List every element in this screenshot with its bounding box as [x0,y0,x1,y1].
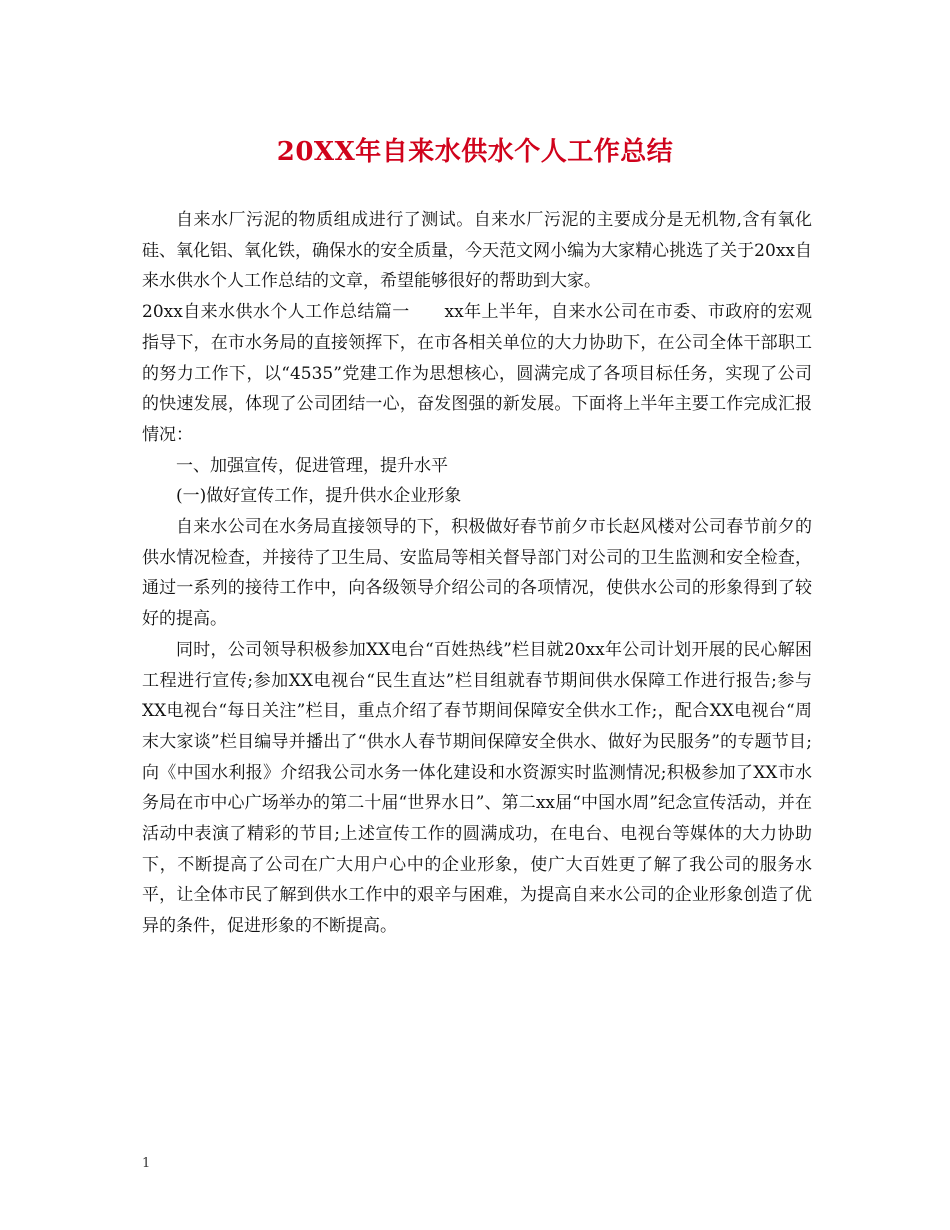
page-number: 1 [142,1156,151,1171]
document-title: 20XX年自来水供水个人工作总结 [276,137,674,167]
document-body [142,205,812,942]
paragraph-section-one: 20xx自来水供水个人工作总结篇一 xx年上半年，自来水公司在市委、市政府的宏观指导下，在市水务局的直接领挥下，在市各相关单位的大力协助下，在公司全体干部职工的努力工作下，以“4535”党建工作为思想核心，圆满完成了各项目标任务，实现了公司的快速发展，体现了公司团结一心，奋发图强的新发展。下面将上半年主要工作完成汇报情况： [142,302,812,445]
paragraph-media-publicity: 同时，公司领导积极参加XX电台“百姓热线”栏目就20xx年公司计划开展的民心解困工程进行宣传;参加XX电视台“民生直达”栏目组就春节期间供水保障工作进行报告;参与XX电视台“每日关注”栏目，重点介绍了春节期间保障安全供水工作;，配合XX电视台“周末大家谈”栏目编导并播出了“供水人春节期间保障安全供水、做好为民服务”的专题节目;向《中国水利报》介绍我公司水务一体化建设和水资源实时监测情况;积极参加了XX市水务局在市中心广场举办的第二十届“世界水日”、第二xx届“中国水周”纪念宣传活动，并在活动中表演了精彩的节目;上述宣传工作的圆满成功，在电台、电视台等媒体的大力协助下，不断提高了公司在广大用户心中的企业形象，使广大百姓更了解了我公司的服务水平，让全体市民了解到供水工作中的艰辛与困难，为提高自来水公司的企业形象创造了优异的条件，促进形象的不断提高。 [142,639,812,937]
heading-section-1: 一、加强宣传，促进管理，提升水平 [176,455,448,476]
heading-subsection-1: (一)做好宣传工作，提升供水企业形象 [176,486,462,507]
paragraph-intro: 自来水厂污泥的物质组成进行了测试。自来水厂污泥的主要成分是无机物,含有氧化硅、氧化铝、氧化铁，确保水的安全质量，今天范文网小编为大家精心挑选了关于20xx自来水供水个人工作总结的文章，希望能够很好的帮助到大家。 [142,210,812,292]
paragraph-publicity-reception: 自来水公司在水务局直接领导的下，积极做好春节前夕市长赵风楼对公司春节前夕的供水情况检查，并接待了卫生局、安监局等相关督导部门对公司的卫生监测和安全检查，通过一系列的接待工作中，向各级领导介绍公司的各项情况，使供水公司的形象得到了较好的提高。 [142,517,812,630]
